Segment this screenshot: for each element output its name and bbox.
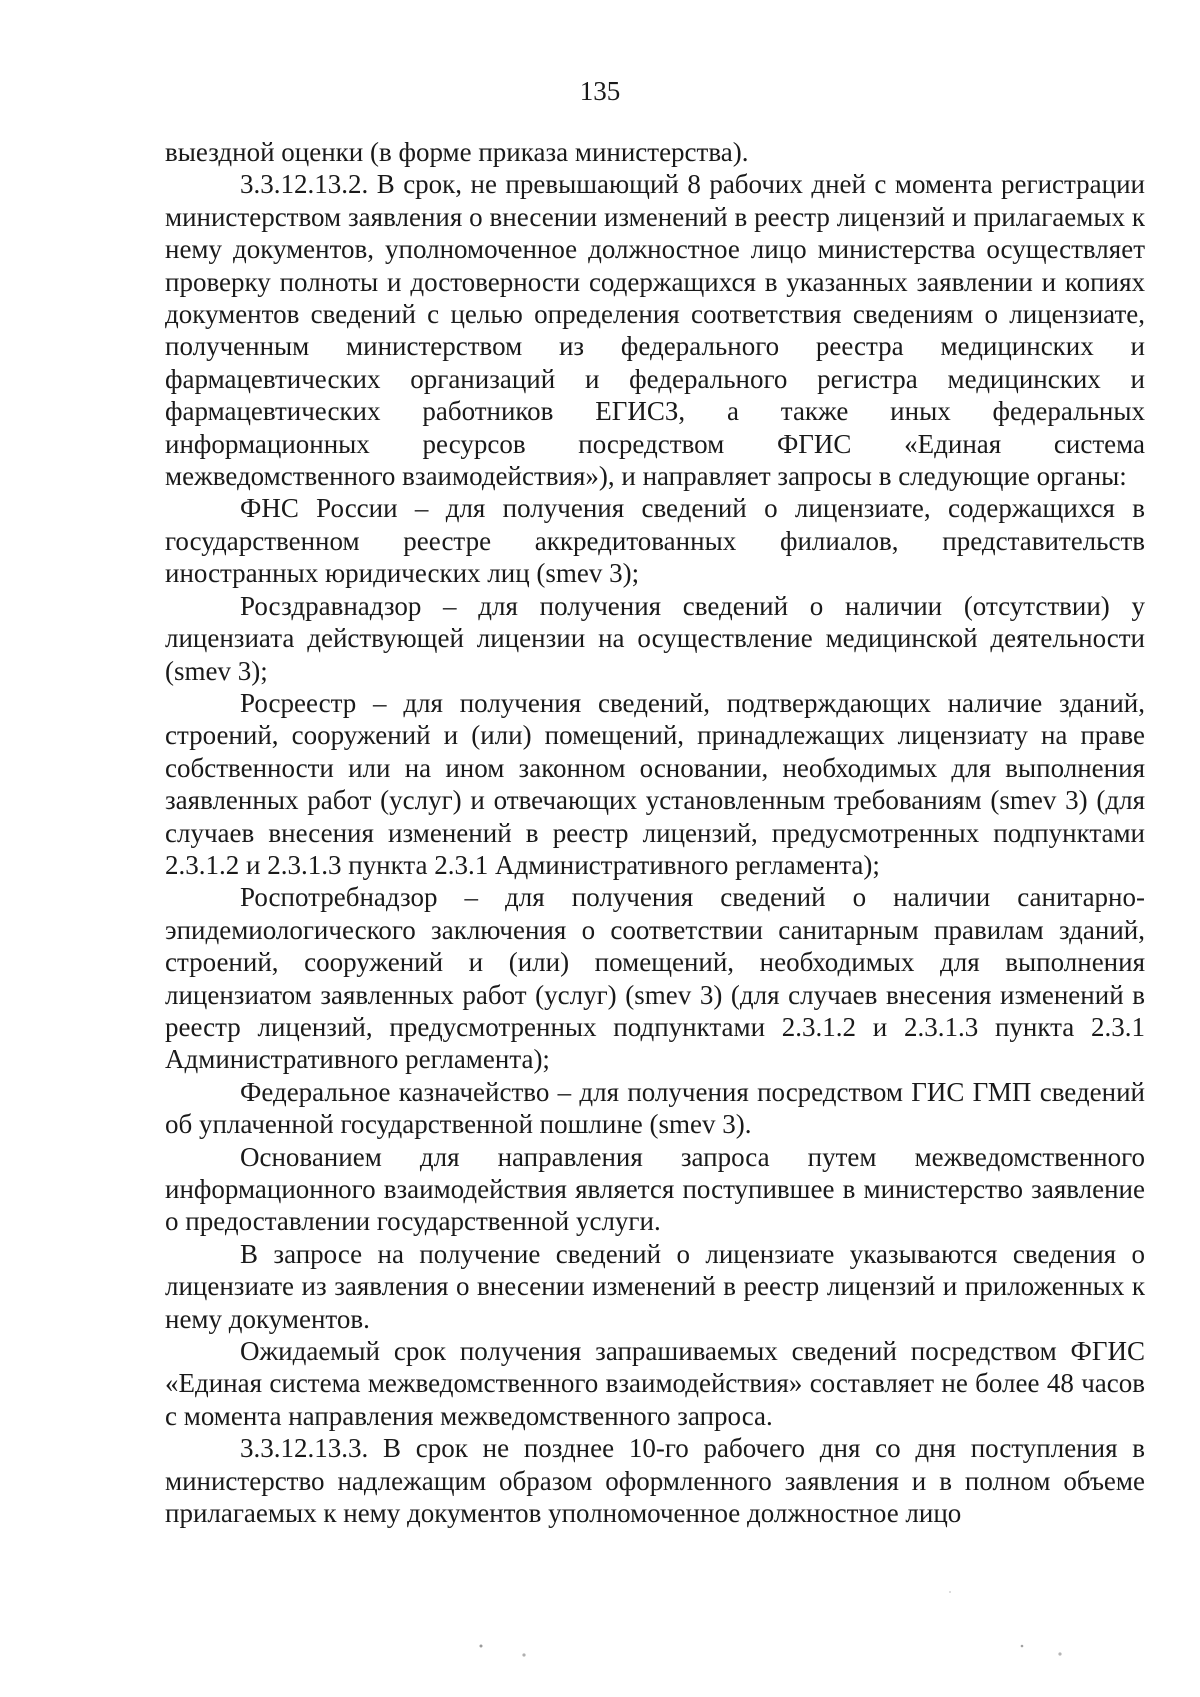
paragraph-rospotrebnadzor: Роспотребнадзор – для получения сведений о наличии санитарно-эпидемиологического заключения о соответствии санитарным правилам зданий, строений, сооружений и (или) помещений, необходимых для выполнения лицензиатом заявленных работ (услуг) (smev 3) (для случаев внесения изменений в реестр лицензий, предусмотренных подпунктами 2.3.1.2 и 2.3.1.3 пункта 2.3.1 Административного регламента); (165, 882, 1145, 1075)
paragraph-expected-term: Ожидаемый срок получения запрашиваемых сведений посредством ФГИС «Единая система межведомственного взаимодействия» составляет не более 48 часов с момента направления межведомственного запроса. (165, 1336, 1145, 1431)
paragraph-3-3-12-13-3: 3.3.12.13.3. В срок не позднее 10-го рабочего дня со дня поступления в министерство надлежащим образом оформленного заявления и в полном объеме прилагаемых к нему документов уполномоченное должностное лицо (165, 1433, 1145, 1529)
paragraph-treasury: Федеральное казначейство – для получения посредством ГИС ГМП сведений об уплаченной государственной пошлине (smev 3). (165, 1076, 1145, 1140)
paragraph-rosreestr: Росреестр – для получения сведений, подтверждающих наличие зданий, строений, сооружений и (или) помещений, принадлежащих лицензиату на праве собственности или на ином законном основании, необходимых для выполнения заявленных работ (услуг) и отвечающих установленным требованиям (smev 3) (для случаев внесения изменений в реестр лицензий, предусмотренных подпунктами 2.3.1.2 и 2.3.1.3 пункта 2.3.1 Административного регламента); (165, 687, 1145, 880)
paragraph-roszdravnadzor: Росздравнадзор – для получения сведений о наличии (отсутствии) у лицензиата действующей лицензии на осуществление медицинской деятельности (smev 3); (165, 590, 1145, 686)
paragraph-3-3-12-13-2: 3.3.12.13.2. В срок, не превышающий 8 рабочих дней с момента регистрации министерством заявления о внесении изменений в реестр лицензий и прилагаемых к нему документов, уполномоченное должностное лицо министерства осуществляет проверку полноты и достоверности содержащихся в указанных заявлении и копиях документов сведений с целью определения соответствия сведениям о лицензиате, полученным министерством из федерального реестра медицинских и фармацевтических организаций и федерального регистра медицинских и фармацевтических работников ЕГИСЗ, а также иных федеральных информационных ресурсов посредством ФГИС «Единая система межведомственного взаимодействия»), и направляет запросы в следующие органы: (165, 169, 1145, 492)
paragraph-request-basis: Основанием для направления запроса путем межведомственного информационного взаимодействия является поступившее в министерство заявление о предоставлении государственной услуги. (165, 1141, 1145, 1237)
paragraph-continuation: выездной оценки (в форме приказа министерства). (165, 137, 749, 167)
page-number: 135 (579, 76, 621, 106)
paragraph-fns: ФНС России – для получения сведений о лицензиате, содержащихся в государственном реестре аккредитованных филиалов, представительств иностранных юридических лиц (smev 3); (165, 493, 1145, 589)
paragraph-request-content: В запросе на получение сведений о лицензиате указываются сведения о лицензиате из заявления о внесении изменений в реестр лицензий и приложенных к нему документов. (165, 1238, 1145, 1334)
